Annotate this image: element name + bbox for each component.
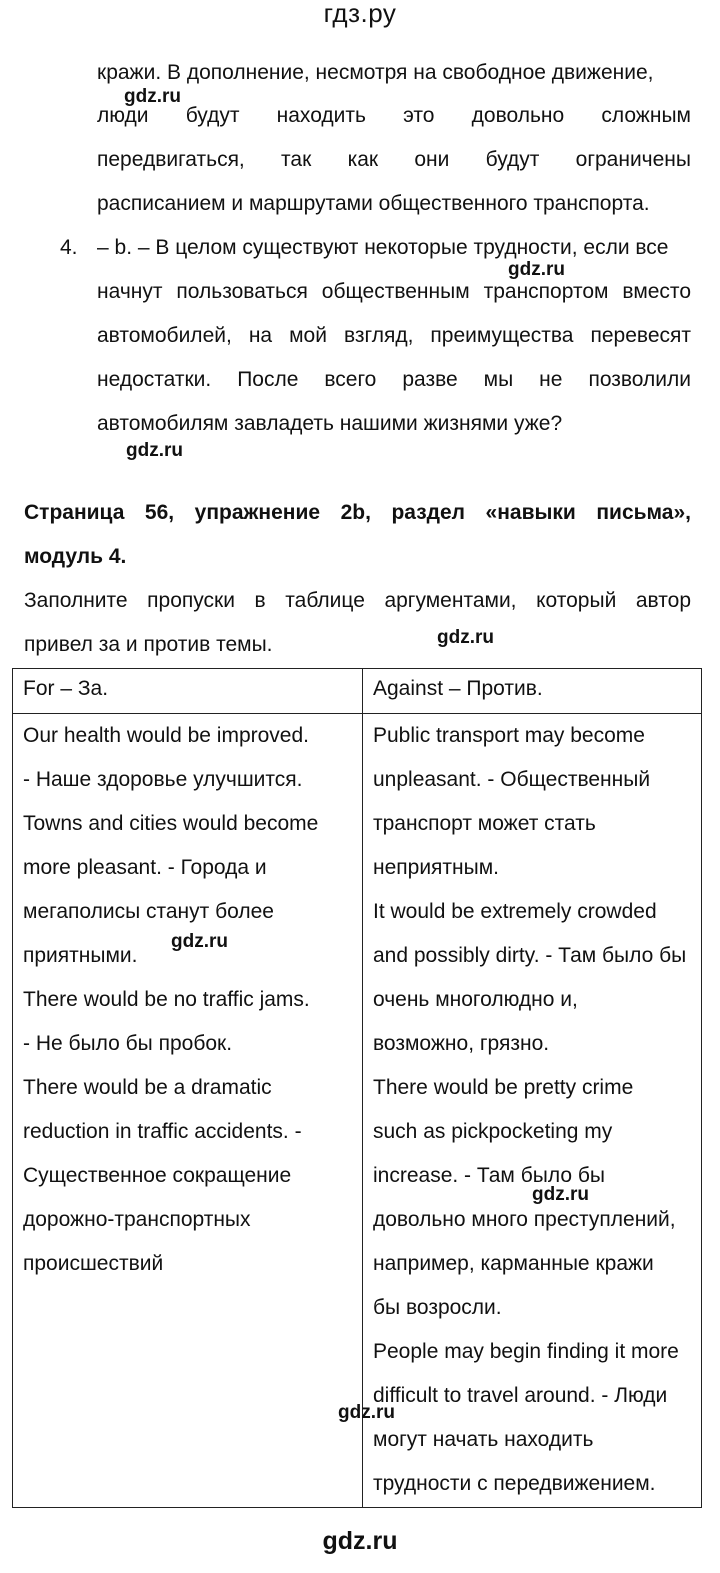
table-row xyxy=(13,714,702,1508)
section-heading: модуль 4. xyxy=(24,545,127,568)
for-line: приятными. xyxy=(23,944,138,967)
for-line: - Наше здоровье улучшится. xyxy=(23,768,303,791)
against-line: unpleasant. - Общественный xyxy=(373,768,651,791)
for-cell xyxy=(13,714,363,1508)
watermark: gdz.ru xyxy=(437,627,494,648)
against-line: It would be extremely crowded xyxy=(373,900,657,923)
for-line: more pleasant. - Города и xyxy=(23,856,267,879)
paragraph-line: автомобилям завладеть нашими жизнями уже? xyxy=(97,412,563,435)
for-line: reduction in traffic accidents. - xyxy=(23,1120,302,1143)
paragraph-line: расписанием и маршрутами общественного транспорта. xyxy=(97,192,650,215)
against-line: Public transport may become xyxy=(373,724,645,747)
against-line: например, карманные кражи xyxy=(373,1252,654,1275)
against-line: могут начать находить xyxy=(373,1428,594,1451)
column-header-against: Against – Против. xyxy=(363,669,702,714)
for-line: дорожно-транспортных xyxy=(23,1208,251,1231)
instruction-line: привел за и против темы. xyxy=(24,633,273,656)
table-header-row xyxy=(13,669,702,714)
watermark: gdz.ru xyxy=(171,931,228,952)
paragraph-line: люди будут находить это довольно сложным xyxy=(97,104,691,127)
column-header-for: For – За. xyxy=(13,669,363,714)
watermark: gdz.ru xyxy=(338,1402,395,1423)
watermark: gdz.ru xyxy=(532,1184,589,1205)
paragraph-line: недостатки. После всего разве мы не позволили xyxy=(97,368,691,391)
for-line: происшествий xyxy=(23,1252,164,1275)
against-line: возможно, грязно. xyxy=(373,1032,550,1055)
section-heading: Страница 56, упражнение 2b, раздел «навыки письма», xyxy=(24,501,691,524)
for-line: Существенное сокращение xyxy=(23,1164,292,1187)
against-line: транспорт может стать xyxy=(373,812,596,835)
against-line: increase. - Там было бы xyxy=(373,1164,605,1187)
against-line: очень многолюдно и, xyxy=(373,988,578,1011)
list-number: 4. xyxy=(60,236,78,259)
against-line: and possibly dirty. - Там было бы xyxy=(373,944,687,967)
for-line: - Не было бы пробок. xyxy=(23,1032,233,1055)
for-line: Towns and cities would become xyxy=(23,812,319,835)
for-line: There would be a dramatic xyxy=(23,1076,272,1099)
against-line: People may begin finding it more xyxy=(373,1340,679,1363)
against-line: There would be pretty crime xyxy=(373,1076,634,1099)
against-line: довольно много преступлений, xyxy=(373,1208,676,1231)
watermark: gdz.ru xyxy=(126,440,183,461)
paragraph-line: автомобилей, на мой взгляд, преимущества перевесят xyxy=(97,324,691,347)
paragraph-line: передвигаться, так как они будут ограничены xyxy=(97,148,691,171)
paragraph-line: кражи. В дополнение, несмотря на свободное движение, xyxy=(97,61,654,84)
watermark: gdz.ru xyxy=(124,86,181,107)
paragraph-line: начнут пользоваться общественным транспортом вместо xyxy=(97,280,691,303)
site-footer: gdz.ru xyxy=(322,1527,398,1555)
paragraph-line: – b. – В целом существуют некоторые трудности, если все xyxy=(97,236,669,259)
against-line: such as pickpocketing my xyxy=(373,1120,613,1143)
for-line: Our health would be improved. xyxy=(23,724,309,747)
for-line: There would be no traffic jams. xyxy=(23,988,310,1011)
against-line: неприятным. xyxy=(373,856,500,879)
for-line: мегаполисы станут более xyxy=(23,900,274,923)
against-line: трудности с передвижением. xyxy=(373,1472,656,1495)
against-cell xyxy=(363,714,702,1508)
instruction-line: Заполните пропуски в таблице аргументами, который автор xyxy=(24,589,691,612)
arguments-table xyxy=(12,668,702,1508)
site-header: гдз.ру xyxy=(323,0,397,28)
against-line: бы возросли. xyxy=(373,1296,502,1319)
against-line: difficult to travel around. - Люди xyxy=(373,1384,668,1407)
watermark: gdz.ru xyxy=(508,259,565,280)
